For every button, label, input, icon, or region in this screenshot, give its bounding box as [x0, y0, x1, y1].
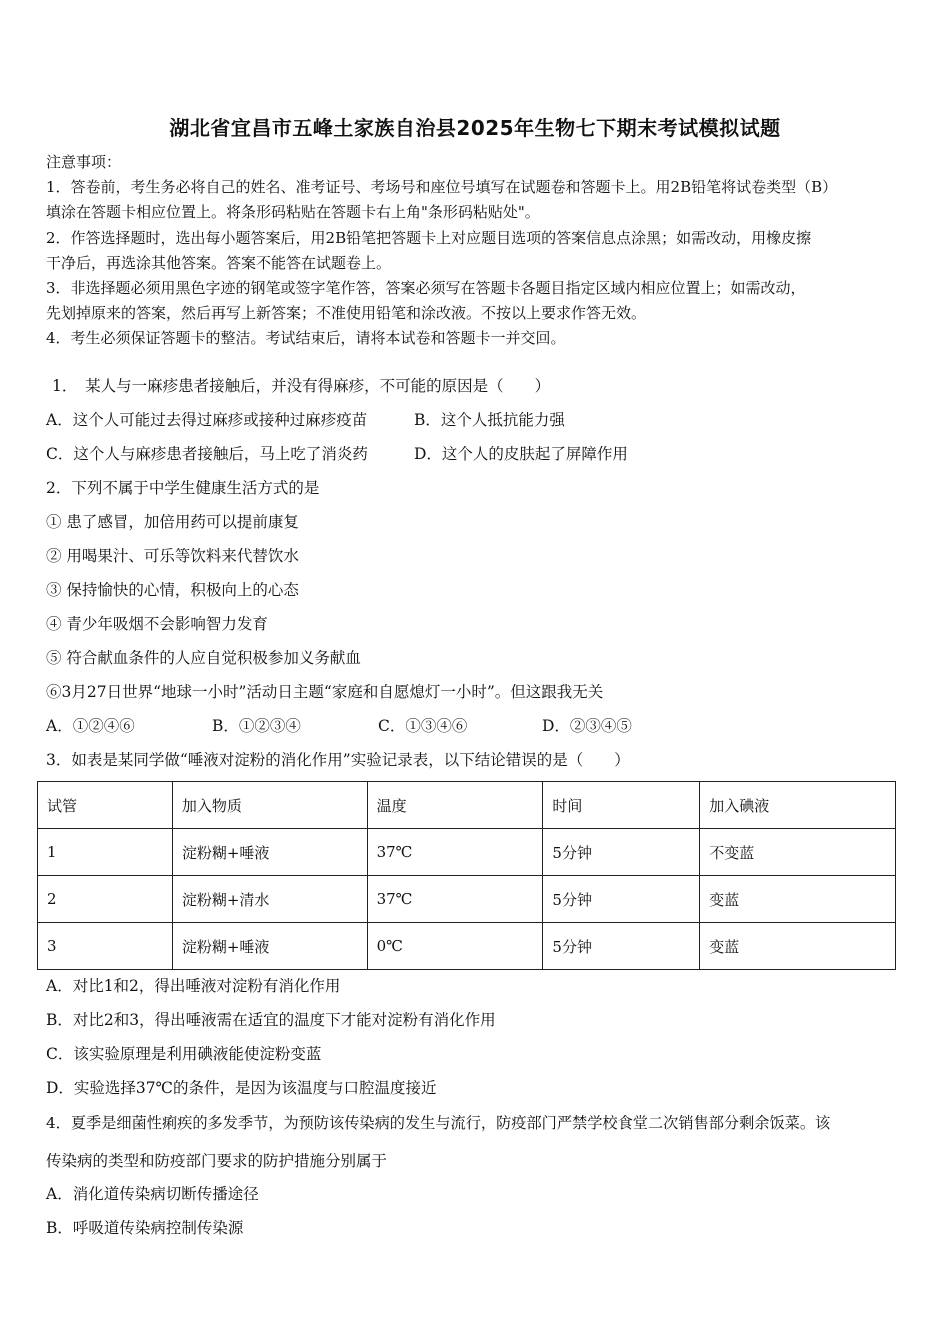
q2-item: ① 患了感冒，加倍用药可以提前康复: [46, 513, 299, 531]
q2-stem: 2．下列不属于中学生健康生活方式的是: [46, 479, 320, 497]
table-cell: 3: [38, 923, 173, 970]
notice-line: 1．答卷前，考生务必将自己的姓名、准考证号、考场号和座位号填写在试题卷和答题卡上。用2B铅笔将试卷类型（B）: [46, 178, 838, 196]
q1-option-c: C．这个人与麻疹患者接触后，马上吃了消炎药: [46, 445, 368, 463]
table-cell: 1: [38, 829, 173, 876]
table-row: [38, 829, 896, 876]
table-cell: 37℃: [367, 829, 543, 876]
q2-item: ⑥3月27日世界“地球一小时”活动日主题“家庭和自愿熄灯一小时”。但这跟我无关: [46, 683, 604, 701]
q3-option-d: D．实验选择37℃的条件，是因为该温度与口腔温度接近: [46, 1079, 437, 1097]
q4-stem-line1: 4．夏季是细菌性痢疾的多发季节，为预防该传染病的发生与流行，防疫部门严禁学校食堂二次销售部分剩余饭菜。该: [46, 1114, 831, 1132]
table-header-row: [38, 782, 896, 829]
table-cell: 不变蓝: [700, 829, 896, 876]
table-cell: 淀粉糊+唾液: [172, 923, 367, 970]
table-row: [38, 876, 896, 923]
q2-option-b: B．①②③④: [212, 717, 301, 735]
q1-option-a: A．这个人可能过去得过麻疹或接种过麻疹疫苗: [46, 411, 368, 429]
table-cell: 淀粉糊+清水: [172, 876, 367, 923]
table-cell: 37℃: [367, 876, 543, 923]
table-cell: 淀粉糊+唾液: [172, 829, 367, 876]
notice-heading: 注意事项：: [46, 153, 122, 171]
table-cell: 5分钟: [543, 829, 700, 876]
table-cell: 0℃: [367, 923, 543, 970]
q2-option-a: A．①②④⑥: [46, 717, 135, 735]
q2-option-c: C．①③④⑥: [378, 717, 468, 735]
q2-item: ④ 青少年吸烟不会影响智力发育: [46, 615, 268, 633]
table-header-cell: 加入碘液: [700, 782, 896, 829]
table-cell: 5分钟: [543, 876, 700, 923]
q4-option-a: A．消化道传染病切断传播途径: [46, 1185, 259, 1203]
experiment-table: [37, 781, 896, 970]
table-header-cell: 加入物质: [172, 782, 367, 829]
notice-line: 填涂在答题卡相应位置上。将条形码粘贴在答题卡右上角"条形码粘贴处"。: [46, 203, 540, 221]
notice-line: 干净后，再选涂其他答案。答案不能答在试题卷上。: [46, 254, 392, 272]
q4-stem-line2: 传染病的类型和防疫部门要求的防护措施分别属于: [46, 1152, 388, 1170]
q3-option-c: C．该实验原理是利用碘液能使淀粉变蓝: [46, 1045, 322, 1063]
q2-item: ⑤ 符合献血条件的人应自觉积极参加义务献血: [46, 649, 361, 667]
q4-option-b: B．呼吸道传染病控制传染源: [46, 1219, 244, 1237]
q2-item: ② 用喝果汁、可乐等饮料来代替饮水: [46, 547, 299, 565]
table-header-cell: 时间: [543, 782, 700, 829]
q1-stem: 1． 某人与一麻疹患者接触后，并没有得麻疹，不可能的原因是（ ）: [52, 377, 551, 395]
q2-option-d: D．②③④⑤: [542, 717, 632, 735]
table-cell: 变蓝: [700, 876, 896, 923]
table-cell: 5分钟: [543, 923, 700, 970]
table-cell: 2: [38, 876, 173, 923]
table-header-cell: 温度: [367, 782, 543, 829]
notice-line: 3．非选择题必须用黑色字迹的钢笔或签字笔作答，答案必须写在答题卡各题目指定区域内相应位置上；如需改动，: [46, 279, 806, 297]
q3-option-b: B．对比2和3，得出唾液需在适宜的温度下才能对淀粉有消化作用: [46, 1011, 496, 1029]
q1-option-b: B．这个人抵抗能力强: [414, 411, 565, 429]
q2-item: ③ 保持愉快的心情，积极向上的心态: [46, 581, 299, 599]
table-header-cell: 试管: [38, 782, 173, 829]
notice-line: 2．作答选择题时，选出每小题答案后，用2B铅笔把答题卡上对应题目选项的答案信息点涂黑；如需改动，用橡皮擦: [46, 229, 812, 247]
notice-line: 4．考生必须保证答题卡的整洁。考试结束后，请将本试卷和答题卡一并交回。: [46, 329, 566, 347]
notice-line: 先划掉原来的答案，然后再写上新答案；不准使用铅笔和涂改液。不按以上要求作答无效。: [46, 304, 647, 322]
q1-option-d: D．这个人的皮肤起了屏障作用: [414, 445, 628, 463]
table-cell: 变蓝: [700, 923, 896, 970]
table-row: [38, 923, 896, 970]
q3-stem: 3．如表是某同学做“唾液对淀粉的消化作用”实验记录表，以下结论错误的是（ ）: [46, 751, 630, 769]
q3-option-a: A．对比1和2，得出唾液对淀粉有消化作用: [46, 977, 341, 995]
page-title: 湖北省宜昌市五峰土家族自治县2025年生物七下期末考试模拟试题: [169, 116, 781, 140]
